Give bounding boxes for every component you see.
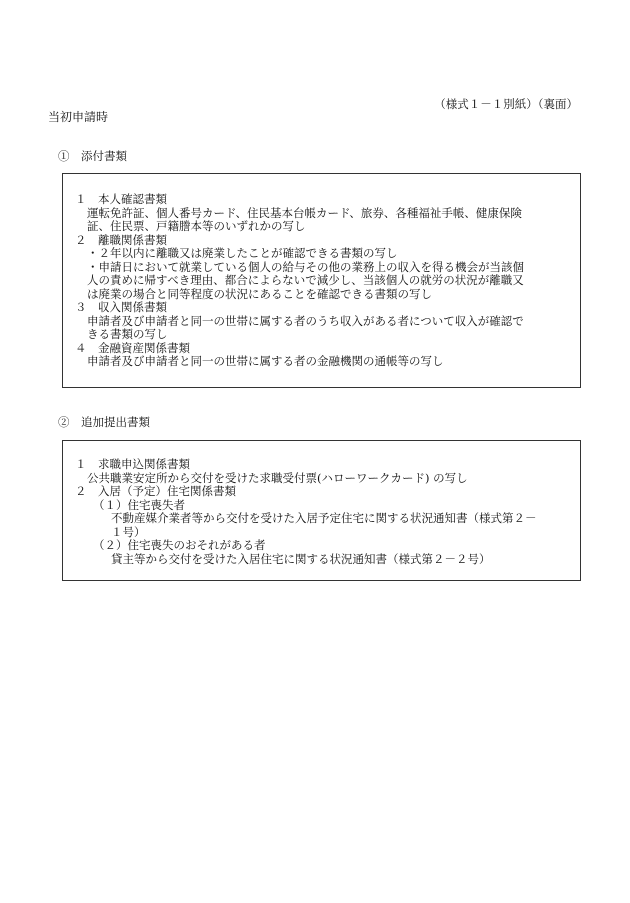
document-category: ２ 入居（予定）住宅関係書類 xyxy=(75,484,236,498)
attached-documents-box xyxy=(62,173,581,388)
document-description: 公共職業安定所から交付を受けた求職受付票(ハローワークカード) の写し xyxy=(87,470,468,485)
document-description: （１）住宅喪失者 xyxy=(93,497,185,512)
document-category: ４ 金融資産関係書類 xyxy=(75,340,190,355)
document-description: 運転免許証、個人番号カード、住民基本台帳カード、旅券、各種福祉手帳、健康保険 xyxy=(87,205,522,220)
document-category: １ 本人確認書類 xyxy=(75,192,167,206)
document-description: 申請者及び申請者と同一の世帯に属する者の金融機関の通帳等の写し xyxy=(87,354,444,368)
document-description: 人の責めに帰すべき理由、都合によらないで減少し、当該個人の就労の状況が離職又 xyxy=(87,273,524,287)
document-description: きる書類の写し xyxy=(87,327,168,341)
document-description: （２）住宅喪失のおそれがある者 xyxy=(93,538,266,552)
attached-heading: ① 添付書類 xyxy=(58,149,127,163)
document-category: １ 求職申込関係書類 xyxy=(75,457,190,471)
additional-heading: ② 追加提出書類 xyxy=(58,415,150,429)
document-description: 証、住民票、戸籍謄本等のいずれかの写し xyxy=(87,219,306,233)
additional-documents-box xyxy=(62,440,581,581)
section-title: 当初申請時 xyxy=(48,110,109,124)
document-category: ３ 収入関係書類 xyxy=(75,300,167,314)
document-description: ・２年以内に離職又は廃業したことが確認できる書類の写し xyxy=(87,246,398,260)
document-description: ・申請日において就業している個人の給与その他の業務上の収入を得る機会が当該個 xyxy=(87,259,524,274)
document-description: は廃業の場合と同等程度の状況にあることを確認できる書類の写し xyxy=(87,286,432,301)
document-category: ２ 離職関係書類 xyxy=(75,232,167,247)
document-description: １号） xyxy=(111,524,146,539)
form-label: （様式１－１別紙）（裏面） xyxy=(434,97,578,111)
document-description: 申請者及び申請者と同一の世帯に属する者のうち収入がある者について収入が確認で xyxy=(87,313,524,328)
document-description: 貸主等から交付を受けた入居住宅に関する状況通知書（様式第２－２号） xyxy=(111,551,491,566)
document-description: 不動産媒介業者等から交付を受けた入居予定住宅に関する状況通知書（様式第２－ xyxy=(111,511,537,525)
